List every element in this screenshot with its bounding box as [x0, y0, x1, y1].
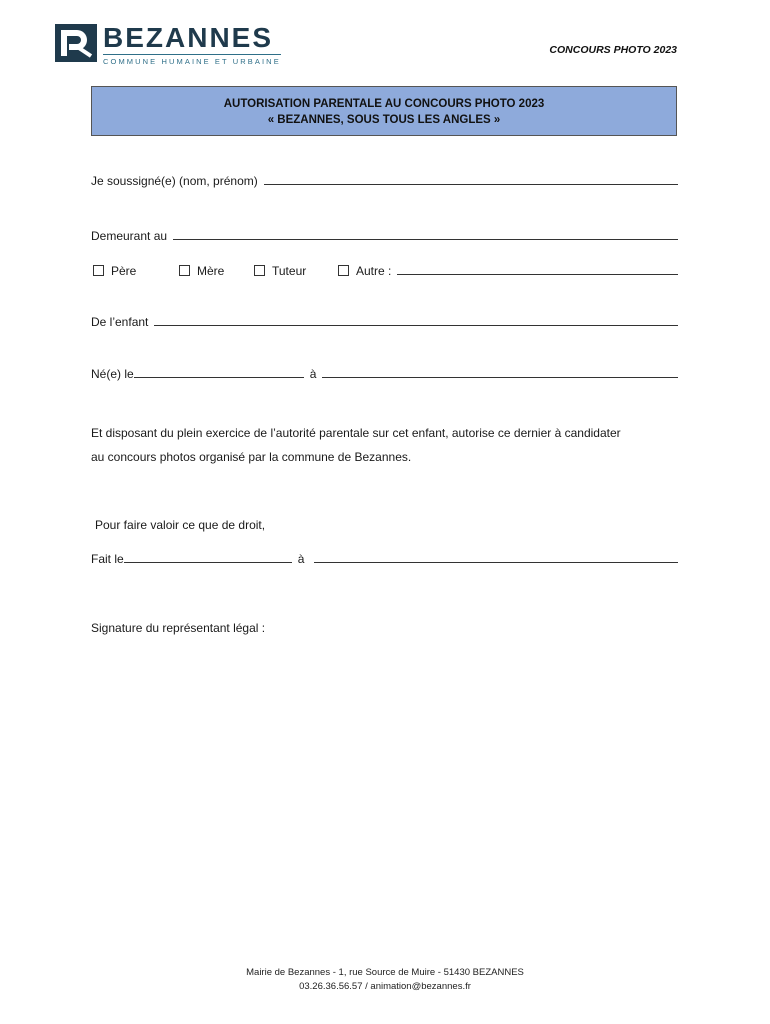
footer [0, 966, 770, 994]
soussigne-field[interactable] [264, 183, 678, 185]
fait-date-field[interactable] [124, 561, 292, 563]
date-naissance-field[interactable] [134, 376, 304, 378]
logo-mark-icon [55, 24, 97, 62]
logo-name: BEZANNES [103, 22, 274, 53]
option-pere[interactable] [93, 264, 179, 278]
title-box [91, 86, 677, 136]
enfant-field[interactable] [154, 324, 678, 326]
demeurant-row [91, 229, 678, 243]
demeurant-label: Demeurant au [91, 229, 168, 243]
fait-a-label: à [297, 552, 305, 566]
title-line-2: « BEZANNES, SOUS TOUS LES ANGLES » [267, 114, 501, 126]
checkbox-icon[interactable] [254, 265, 265, 276]
demeurant-field[interactable] [173, 238, 678, 240]
checkbox-icon[interactable] [338, 265, 349, 276]
footer-address: Mairie de Bezannes - 1, rue Source de Muire - 51430 BEZANNES [246, 967, 524, 978]
bezannes-logo [55, 24, 281, 66]
naissance-row [91, 367, 678, 381]
checkbox-icon[interactable] [179, 265, 190, 276]
option-mere[interactable] [179, 264, 254, 278]
option-tuteur-label: Tuteur [272, 264, 307, 278]
option-autre-label: Autre : [356, 264, 392, 278]
title-line-1: AUTORISATION PARENTALE AU CONCOURS PHOTO 2023 [223, 98, 545, 110]
option-mere-label: Mère [197, 264, 225, 278]
fait-label: Fait le [91, 552, 124, 566]
ne-label: Né(e) le [91, 367, 134, 381]
autorisation-paragraph [91, 421, 681, 469]
paragraph-line-1: Et disposant du plein exercice de l’autorité parentale sur cet enfant, autorise ce dernier à candidater [91, 426, 621, 440]
ne-a-label: à [309, 367, 317, 381]
option-autre[interactable] [338, 264, 391, 278]
signature-label: Signature du représentant légal : [91, 621, 266, 635]
fait-row [91, 552, 678, 566]
autre-field[interactable] [397, 273, 678, 275]
paragraph-line-2: au concours photos organisé par la commune de Bezannes. [91, 450, 412, 464]
relation-options-row [91, 264, 678, 278]
option-tuteur[interactable] [254, 264, 338, 278]
droit-text: Pour faire valoir ce que de droit, [95, 518, 266, 532]
enfant-row [91, 315, 678, 329]
document-tag: CONCOURS PHOTO 2023 [549, 44, 677, 56]
fait-lieu-field[interactable] [314, 561, 678, 563]
checkbox-icon[interactable] [93, 265, 104, 276]
lieu-naissance-field[interactable] [322, 376, 678, 378]
logo-tagline: COMMUNE HUMAINE ET URBAINE [103, 54, 281, 66]
soussigne-label: Je soussigné(e) (nom, prénom) [91, 174, 258, 188]
soussigne-row [91, 174, 678, 188]
footer-contact: 03.26.36.56.57 / animation@bezannes.fr [299, 981, 471, 992]
option-pere-label: Père [111, 264, 137, 278]
enfant-label: De l’enfant [91, 315, 149, 329]
